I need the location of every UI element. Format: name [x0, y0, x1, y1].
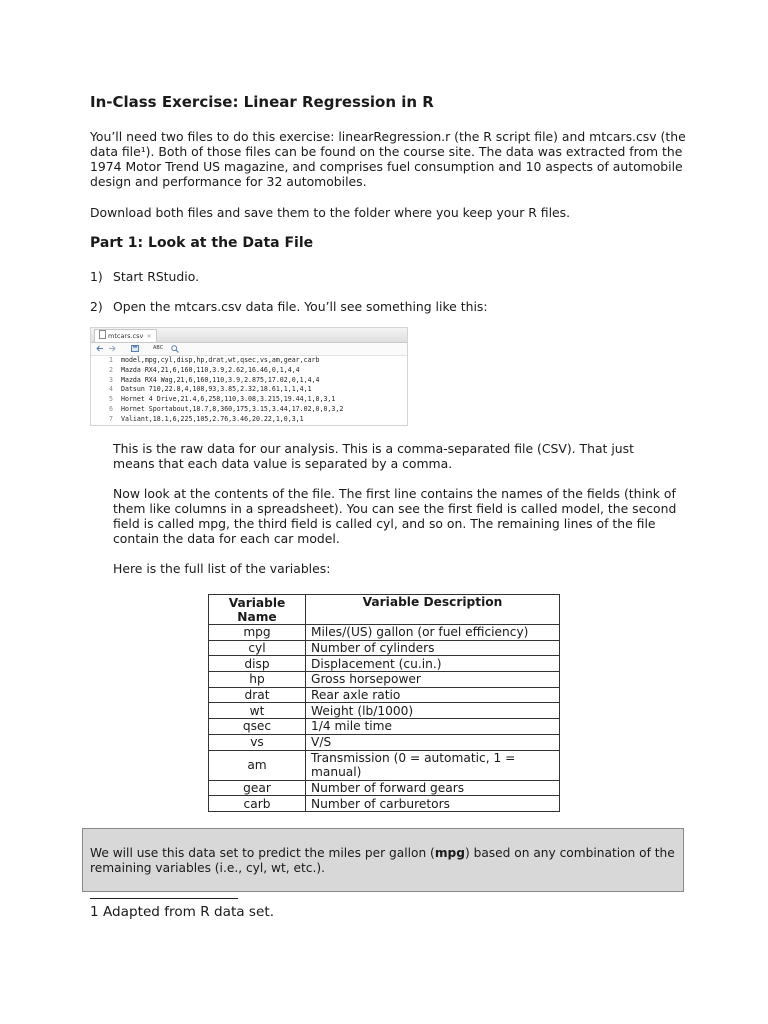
tab-close-icon[interactable]: ×: [146, 332, 152, 340]
variable-name: wt: [209, 703, 306, 719]
note-text-before: We will use this data set to predict the miles per gallon (: [90, 846, 435, 860]
editor-tab-label: mtcars.csv: [108, 332, 144, 340]
editor-line: [91, 376, 407, 386]
footnote: 1 Adapted from R data set.: [90, 904, 275, 920]
variable-description: V/S: [306, 734, 560, 750]
table-row: [209, 719, 560, 735]
variable-name: cyl: [209, 640, 306, 656]
variable-description: Weight (lb/1000): [306, 703, 560, 719]
table-row: [209, 734, 560, 750]
line-number: 6: [109, 404, 113, 413]
table-row: [209, 750, 560, 780]
variable-description: Number of forward gears: [306, 780, 560, 796]
line-number: 2: [109, 365, 113, 374]
variable-name: vs: [209, 734, 306, 750]
note-text-after: ) based on any combination of the remaining variables (i.e., cyl, wt, etc.).: [90, 846, 675, 875]
variable-name: carb: [209, 796, 306, 812]
variable-name: am: [209, 750, 306, 780]
variable-description: Number of cylinders: [306, 640, 560, 656]
save-icon[interactable]: [131, 345, 139, 352]
editor-tab[interactable]: [94, 329, 157, 342]
variable-description: Rear axle ratio: [306, 687, 560, 703]
line-text: Mazda RX4,21,6,160,110,3.9,2.62,16.46,0,1,4,4: [121, 365, 300, 374]
line-text: Hornet Sportabout,18.7,8,360,175,3.15,3.44,17.02,0,0,3,2: [121, 404, 344, 413]
step-2: [90, 299, 488, 314]
spellcheck-icon[interactable]: ABC: [153, 345, 164, 351]
variable-description: Gross horsepower: [306, 672, 560, 688]
download-paragraph: Download both files and save them to the folder where you keep your R files.: [90, 205, 571, 220]
variables-table: [208, 594, 560, 812]
step-1-number: 1): [90, 269, 103, 284]
variable-name: mpg: [209, 625, 306, 641]
contents-paragraph: Now look at the contents of the file. The first line contains the names of the fields (think of them like columns in a spreadsheet). You can see the first field is called model, the second field is called mpg, the third field is called cyl, and so on. The remaining lines of the file contain the data for each car model.: [113, 486, 677, 546]
table-row: [209, 780, 560, 796]
variable-description: Transmission (0 = automatic, 1 = manual): [306, 750, 560, 780]
editor-line: [91, 395, 407, 405]
variable-description: Miles/(US) gallon (or fuel efficiency): [306, 625, 560, 641]
line-text: Hornet 4 Drive,21.4,6,258,110,3.08,3.215,19.44,1,0,3,1: [121, 395, 336, 404]
step-1-text: Start RStudio.: [113, 269, 200, 284]
csv-editor-screenshot: [90, 327, 408, 426]
note-box: [82, 828, 684, 892]
line-text: Valiant,18.1,6,225,105,2.76,3.46,20.22,1,0,3,1: [121, 414, 304, 423]
line-text: Mazda RX4 Wag,21,6,160,110,3.9,2.875,17.02,0,1,4,4: [121, 375, 320, 384]
page-title: In-Class Exercise: Linear Regression in R: [90, 93, 434, 111]
variable-name: drat: [209, 687, 306, 703]
forward-icon[interactable]: [108, 345, 116, 352]
variable-name: qsec: [209, 719, 306, 735]
editor-line: [91, 405, 407, 415]
variable-name: disp: [209, 656, 306, 672]
variable-name: gear: [209, 780, 306, 796]
variable-name: hp: [209, 672, 306, 688]
raw-data-paragraph: This is the raw data for our analysis. This is a comma-separated file (CSV). That just means that each data value is separated by a comma.: [113, 441, 634, 471]
editor-line: [91, 415, 407, 425]
intro-paragraph: You’ll need two files to do this exercise: linearRegression.r (the R script file) and mtcars.csv (the data file¹). Both of those files can be found on the course site. The data was extracted from the 1974 Motor Trend US magazine, and comprises fuel consumption and 10 aspects of automobile design and performance for 32 automobiles.: [90, 129, 686, 189]
header-variable-description: Variable Description: [306, 595, 560, 625]
note-bold-mpg: mpg: [434, 846, 465, 860]
line-number: 5: [109, 395, 113, 404]
line-number: 4: [109, 385, 113, 394]
variable-description: 1/4 mile time: [306, 719, 560, 735]
variable-description: Displacement (cu.in.): [306, 656, 560, 672]
table-row: [209, 796, 560, 812]
table-header-row: [209, 595, 560, 625]
back-icon[interactable]: [96, 345, 104, 352]
table-row: [209, 656, 560, 672]
editor-toolbar: [91, 343, 407, 356]
editor-line: [91, 385, 407, 395]
table-row: [209, 687, 560, 703]
editor-tab-bar: [91, 328, 407, 343]
footnote-divider: [90, 898, 238, 899]
line-number: 1: [109, 356, 113, 364]
search-icon[interactable]: [171, 345, 179, 352]
list-intro: Here is the full list of the variables:: [113, 561, 331, 576]
table-row: [209, 625, 560, 641]
line-text: model,mpg,cyl,disp,hp,drat,wt,qsec,vs,am,gear,carb: [121, 356, 320, 364]
part1-heading: Part 1: Look at the Data File: [90, 235, 314, 251]
step-2-text: Open the mtcars.csv data file. You’ll see something like this:: [113, 299, 488, 314]
line-number: 3: [109, 375, 113, 384]
table-row: [209, 640, 560, 656]
table-row: [209, 703, 560, 719]
table-row: [209, 672, 560, 688]
step-1: [90, 269, 199, 284]
header-variable-name: Variable Name: [209, 595, 306, 625]
editor-line: [91, 366, 407, 376]
file-icon: [99, 330, 106, 339]
line-number: 7: [109, 414, 113, 423]
editor-content[interactable]: [91, 356, 407, 425]
editor-line: [91, 356, 407, 366]
variable-description: Number of carburetors: [306, 796, 560, 812]
line-text: Datsun 710,22.8,4,108,93,3.85,2.32,18.61,1,1,4,1: [121, 385, 312, 394]
step-2-number: 2): [90, 299, 103, 314]
